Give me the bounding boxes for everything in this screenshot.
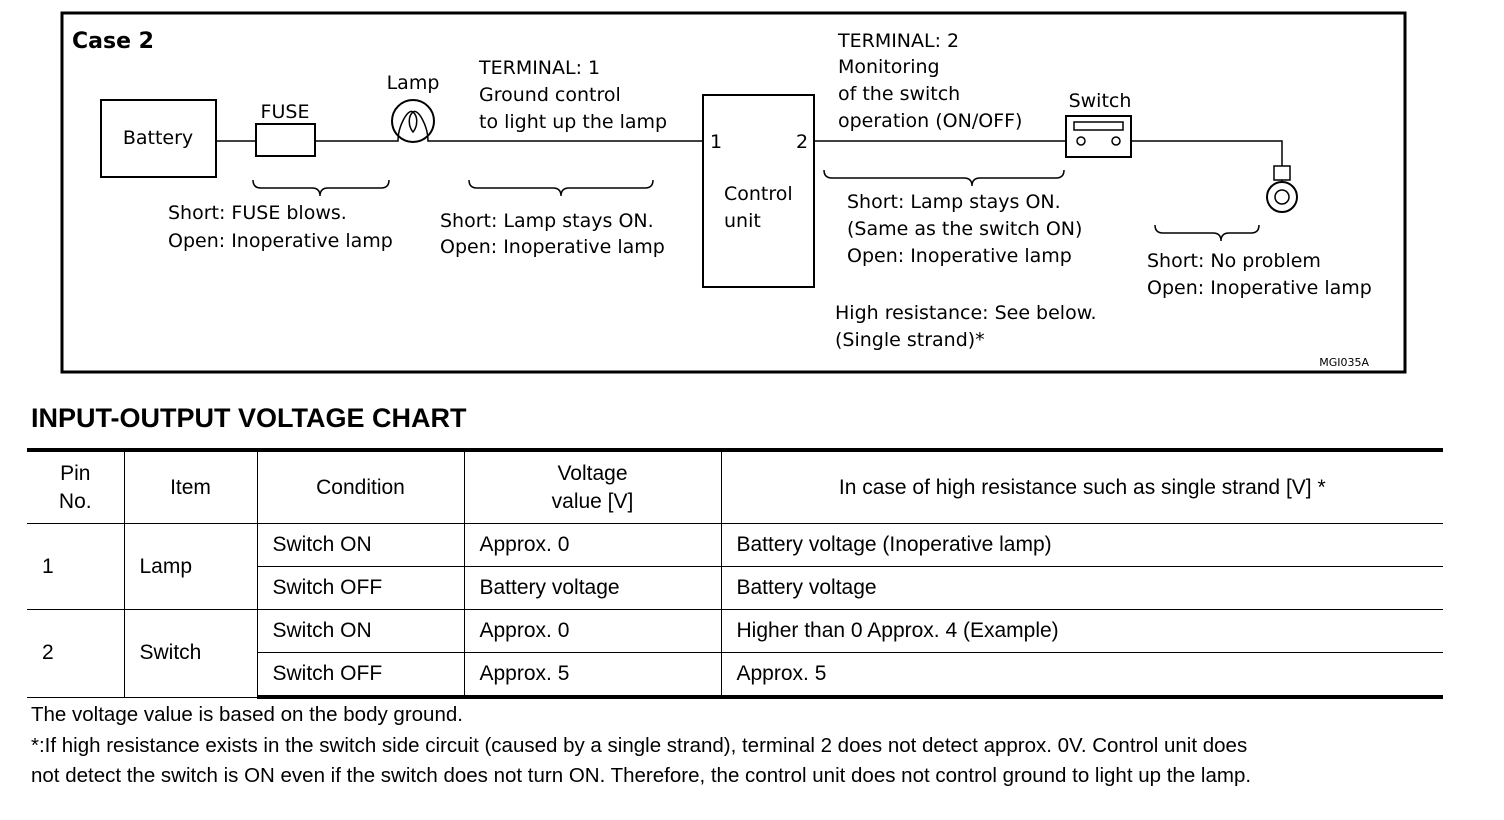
header-high-resistance: In case of high resistance such as single strand [V] * [721,450,1443,524]
control-unit-line2: unit [724,210,761,232]
header-voltage: Voltage value [V] [464,450,721,524]
lamp-note-open: Open: Inoperative lamp [440,236,665,258]
note-body-ground: The voltage value is based on the body ground. [31,703,463,726]
control-unit-line1: Control [724,183,793,205]
pin-cell: 2 [27,610,124,698]
condition-cell: Switch OFF [257,567,464,610]
ground-note-short: Short: No problem [1147,250,1321,272]
lamp-note-short: Short: Lamp stays ON. [440,210,654,232]
ground-note-open: Open: Inoperative lamp [1147,277,1372,299]
figure-code: MGI035A [1319,356,1369,369]
brace-switch-wire [824,170,1064,186]
switch-icon [1066,116,1131,157]
high-resistance-cell: Higher than 0 Approx. 4 (Example) [721,610,1443,653]
fuse-note-open: Open: Inoperative lamp [168,230,393,252]
table-row [27,524,1443,567]
note-footnote-line1: *:If high resistance exists in the switch side circuit (caused by a single strand), terminal 2 does not detect approx. 0V. Control unit does [31,734,1248,757]
item-cell: Switch [124,610,257,698]
note-footnote-line2: not detect the switch is ON even if the switch does not turn ON. Therefore, the control unit does not control ground to light up the lamp. [31,764,1252,787]
switch-wire-note-short: Short: Lamp stays ON. [847,191,1061,213]
condition-cell: Switch OFF [257,653,464,698]
switch-wire-note-open: Open: Inoperative lamp [847,245,1072,267]
condition-cell: Switch ON [257,524,464,567]
terminal2-title: TERMINAL: 2 [838,30,960,52]
terminal1-title: TERMINAL: 1 [479,57,601,79]
ground-icon [1267,166,1297,212]
header-condition: Condition [257,450,464,524]
terminal1-line3: to light up the lamp [479,111,668,133]
condition-cell: Switch ON [257,610,464,653]
fuse-label: FUSE [260,101,310,123]
switch-wire-note-same: (Same as the switch ON) [847,218,1083,240]
voltage-cell: Approx. 0 [464,610,721,653]
header-pin: Pin No. [27,450,124,524]
high-resistance-cell: Battery voltage [721,567,1443,610]
wire-switch-ground [1131,141,1282,166]
case-label: Case 2 [72,29,154,54]
terminal2-line2: Monitoring [838,56,940,78]
voltage-cell: Battery voltage [464,567,721,610]
pin-cell: 1 [27,524,124,610]
brace-lamp-wire [469,180,653,196]
fuse-symbol [256,124,315,156]
circuit-diagram [0,0,1504,380]
battery-label: Battery [122,127,194,149]
terminal2-line3: of the switch [838,83,961,105]
brace-fuse [253,180,389,196]
lamp-label: Lamp [386,72,440,94]
terminal1-line2: Ground control [479,84,621,106]
high-resistance-cell: Approx. 5 [721,653,1443,698]
voltage-table [27,448,1443,699]
pin2-label: 2 [796,131,809,153]
high-resistance-cell: Battery voltage (Inoperative lamp) [721,524,1443,567]
item-cell: Lamp [124,524,257,610]
high-resistance-note: High resistance: See below. [835,302,1097,324]
single-strand-note: (Single strand)* [835,329,985,351]
header-item: Item [124,450,257,524]
terminal2-line4: operation (ON/OFF) [838,110,1023,132]
voltage-cell: Approx. 0 [464,524,721,567]
switch-label: Switch [1068,90,1132,112]
chart-title: INPUT-OUTPUT VOLTAGE CHART [31,403,467,433]
fuse-note-short: Short: FUSE blows. [168,202,347,224]
brace-ground-wire [1155,225,1259,241]
voltage-cell: Approx. 5 [464,653,721,698]
table-header-row [27,450,1443,524]
table-row [27,610,1443,653]
lamp-icon [392,100,434,142]
pin1-label: 1 [710,131,723,153]
